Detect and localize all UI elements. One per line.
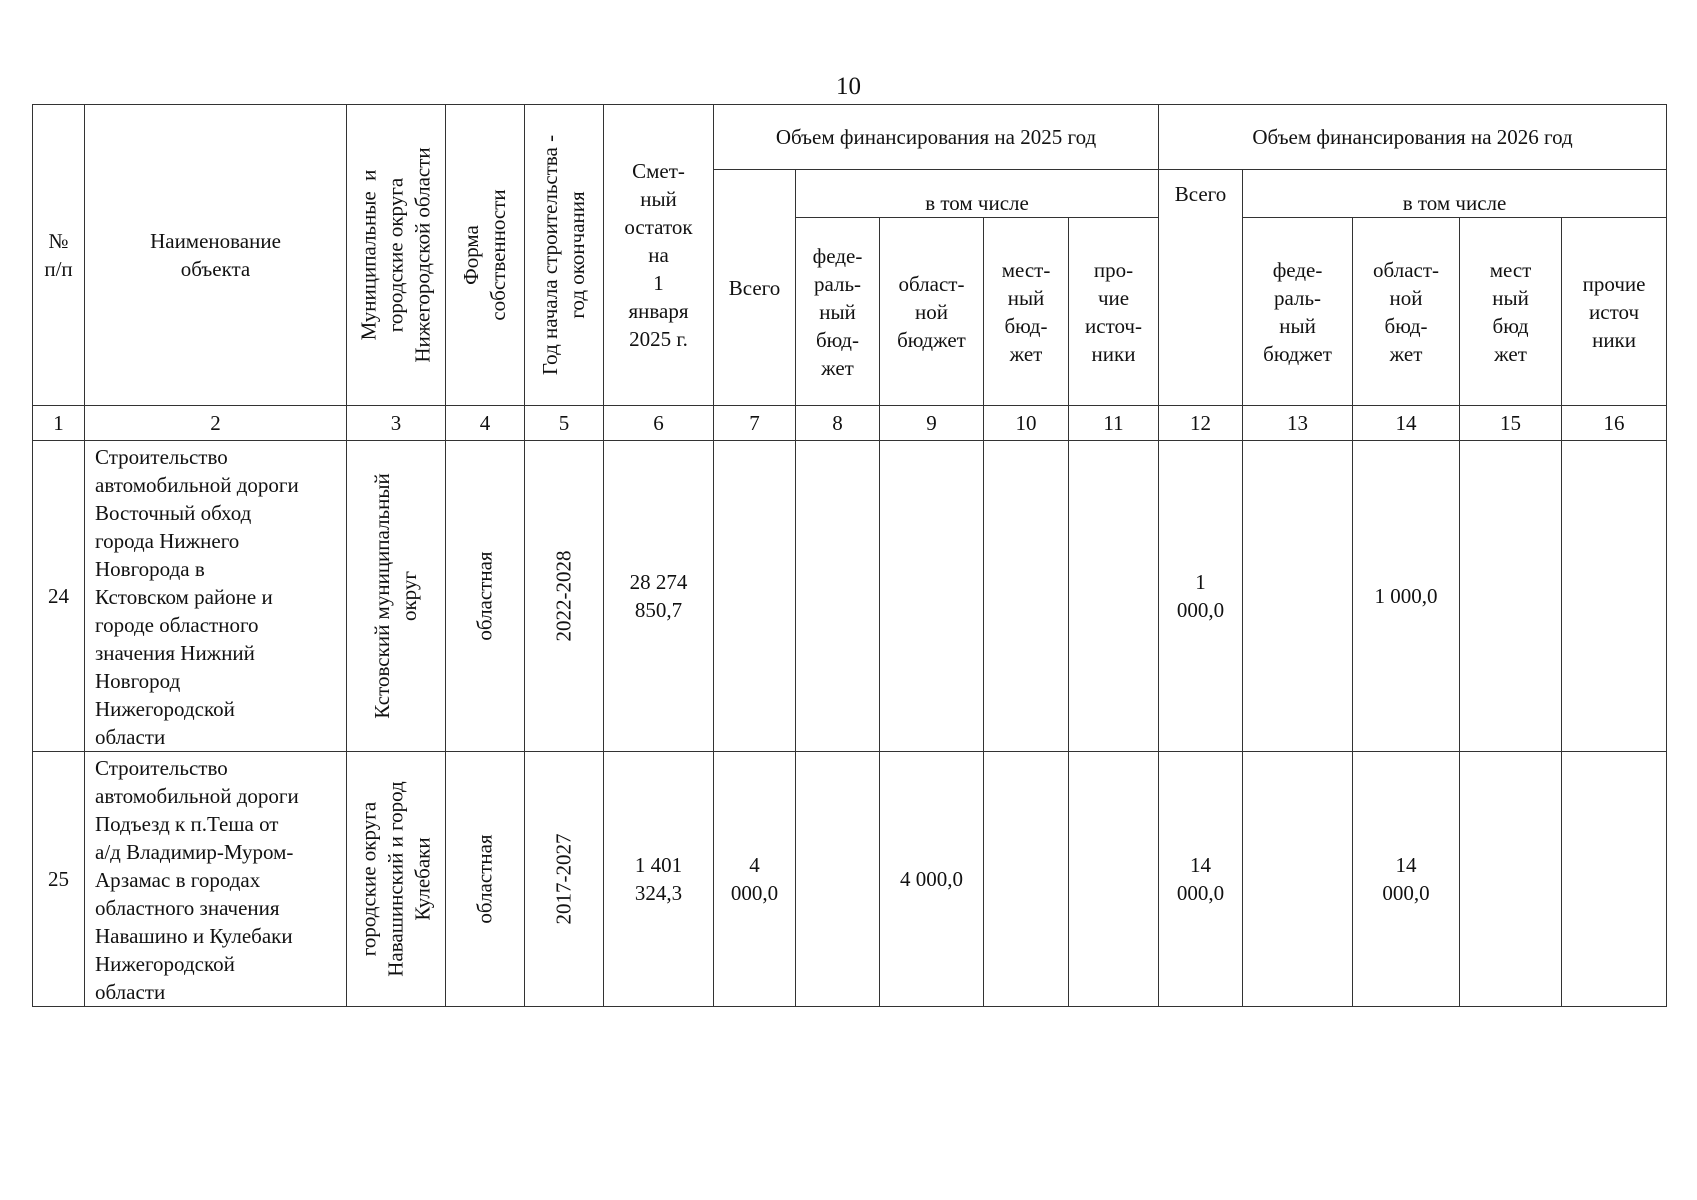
header-financing-2026: Объем финансирования на 2026 год xyxy=(1159,105,1667,170)
local-2026 xyxy=(1460,752,1562,1007)
header-local-2026: мест ный бюд жет xyxy=(1460,218,1562,406)
municipal-cell xyxy=(347,752,446,1007)
header-other-2025: про- чие источ- ники xyxy=(1069,218,1159,406)
header-name: Наименование объекта xyxy=(85,105,347,406)
column-number: 11 xyxy=(1069,406,1159,441)
other-2025 xyxy=(1069,752,1159,1007)
header-local-2025: мест- ный бюд- жет xyxy=(984,218,1069,406)
other-2026 xyxy=(1562,752,1667,1007)
header-other-2026: прочие источ ники xyxy=(1562,218,1667,406)
total-2025 xyxy=(714,441,796,752)
regional-2025 xyxy=(880,441,984,752)
header-federal-2025: феде- раль- ный бюд- жет xyxy=(796,218,880,406)
municipal-text: городские округа Навашинский и город Кулебаки xyxy=(356,781,435,977)
column-number: 12 xyxy=(1159,406,1243,441)
header-federal-2026: феде- раль- ный бюджет xyxy=(1243,218,1353,406)
row-number: 24 xyxy=(33,441,85,752)
object-name: Строительство автомобильной дороги Подъезд к п.Теша от а/д Владимир-Муром- Арзамас в городах областного значения Навашино и Кулебаки Нижегородской области xyxy=(85,752,347,1007)
federal-2026 xyxy=(1243,752,1353,1007)
header-row-1 xyxy=(33,105,1667,170)
ownership-cell xyxy=(446,752,525,1007)
other-2025 xyxy=(1069,441,1159,752)
local-2025 xyxy=(984,441,1069,752)
column-number: 14 xyxy=(1353,406,1460,441)
row-number: 25 xyxy=(33,752,85,1007)
ownership-text: областная xyxy=(472,834,497,924)
column-number: 10 xyxy=(984,406,1069,441)
ownership-cell xyxy=(446,441,525,752)
object-name: Строительство автомобильной дороги Восточный обход города Нижнего Новгорода в Кстовском районе и городе областного значения Нижний Новгород Нижегородской области xyxy=(85,441,347,752)
column-number: 8 xyxy=(796,406,880,441)
header-regional-2025: област- ной бюджет xyxy=(880,218,984,406)
local-2026 xyxy=(1460,441,1562,752)
years-cell xyxy=(525,752,604,1007)
other-2026 xyxy=(1562,441,1667,752)
header-financing-2025: Объем финансирования на 2025 год xyxy=(714,105,1159,170)
municipal-text: Кстовский муниципальный округ xyxy=(370,473,421,719)
column-number: 13 xyxy=(1243,406,1353,441)
header-num: № п/п xyxy=(33,105,85,406)
header-including-2025: в том числе xyxy=(796,170,1159,218)
years-cell xyxy=(525,441,604,752)
column-number: 16 xyxy=(1562,406,1667,441)
header-estimate: Смет- ный остаток на 1 января 2025 г. xyxy=(604,105,714,406)
table-row xyxy=(33,441,1667,752)
header-municipal xyxy=(347,105,446,406)
header-regional-2026: област- ной бюд- жет xyxy=(1353,218,1460,406)
regional-2025: 4 000,0 xyxy=(880,752,984,1007)
years-text: 2022-2028 xyxy=(551,550,576,642)
header-total-2026: Всего xyxy=(1159,170,1243,406)
header-ownership-text: Форма собственности xyxy=(459,189,510,321)
header-years-text: Год начала строительства - год окончания xyxy=(538,134,589,376)
local-2025 xyxy=(984,752,1069,1007)
estimate-balance: 28 274 850,7 xyxy=(604,441,714,752)
column-number: 3 xyxy=(347,406,446,441)
column-number: 4 xyxy=(446,406,525,441)
column-number: 15 xyxy=(1460,406,1562,441)
regional-2026: 14 000,0 xyxy=(1353,752,1460,1007)
header-municipal-text: Муниципальные и городские округа Нижегородской области xyxy=(356,147,435,363)
regional-2026: 1 000,0 xyxy=(1353,441,1460,752)
financing-table xyxy=(32,104,1667,1007)
header-ownership xyxy=(446,105,525,406)
header-total-2025: Всего xyxy=(714,170,796,406)
total-2026: 1 000,0 xyxy=(1159,441,1243,752)
header-including-2026: в том числе xyxy=(1243,170,1667,218)
table-row xyxy=(33,752,1667,1007)
years-text: 2017-2027 xyxy=(551,833,576,925)
column-number: 6 xyxy=(604,406,714,441)
column-number-row xyxy=(33,406,1667,441)
page-number: 10 xyxy=(836,73,861,100)
federal-2025 xyxy=(796,752,880,1007)
column-number: 2 xyxy=(85,406,347,441)
column-number: 7 xyxy=(714,406,796,441)
column-number: 1 xyxy=(33,406,85,441)
column-number: 9 xyxy=(880,406,984,441)
estimate-balance: 1 401 324,3 xyxy=(604,752,714,1007)
ownership-text: областная xyxy=(472,551,497,641)
municipal-cell xyxy=(347,441,446,752)
federal-2026 xyxy=(1243,441,1353,752)
federal-2025 xyxy=(796,441,880,752)
total-2026: 14 000,0 xyxy=(1159,752,1243,1007)
column-number: 5 xyxy=(525,406,604,441)
header-years xyxy=(525,105,604,406)
total-2025: 4 000,0 xyxy=(714,752,796,1007)
